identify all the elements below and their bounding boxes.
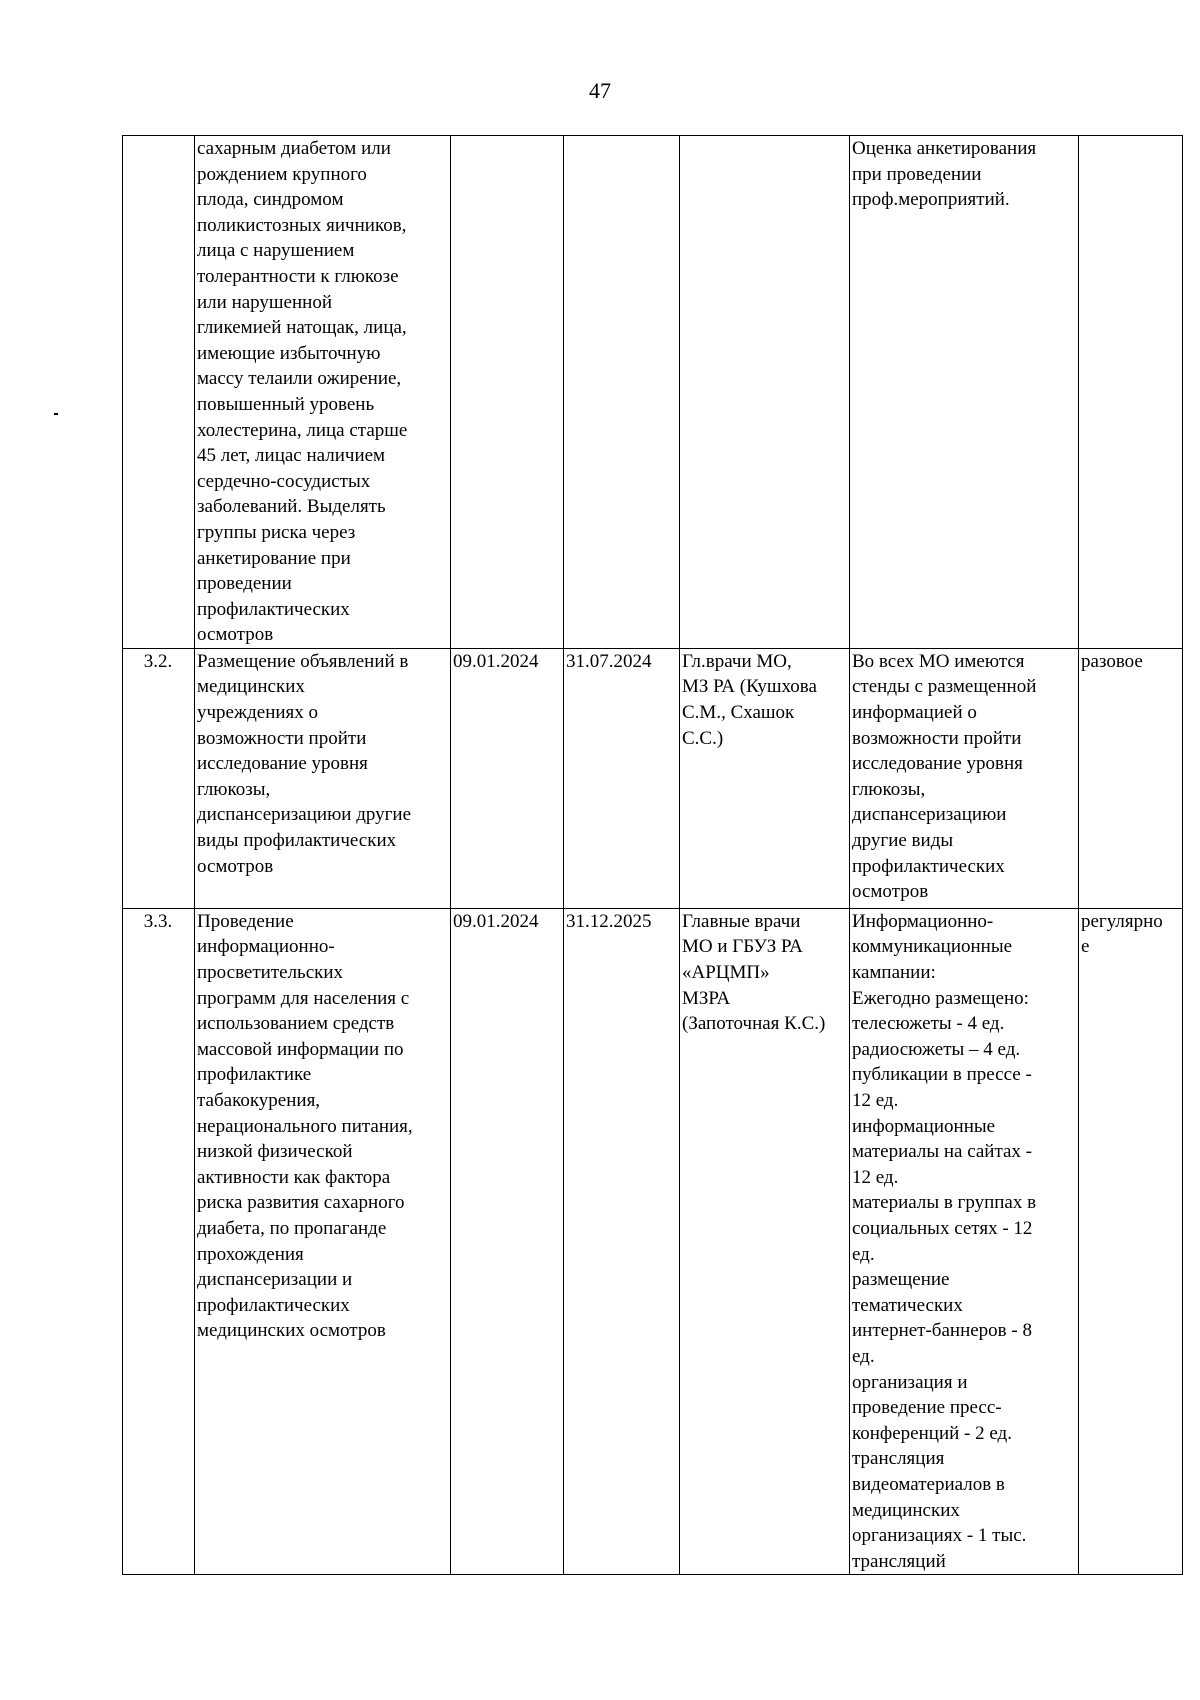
table-row xyxy=(123,136,1183,649)
cell-text-line: е xyxy=(1081,936,1090,958)
cell-end-date: 31.12.2025 xyxy=(564,908,680,1574)
cell-start-date: 09.01.2024 xyxy=(451,648,564,908)
cell-text-line: другие виды xyxy=(852,830,954,852)
cell-text-line: профилактических xyxy=(197,1294,350,1316)
cell-text-line: сердечно-сосудистых xyxy=(197,470,371,492)
cell-text-line: нерационального питания, xyxy=(197,1115,413,1137)
cell-text-line: профилактических xyxy=(197,598,350,620)
cell-text-line: холестерина, лица старше xyxy=(197,419,408,441)
cell-text-line: организация и xyxy=(852,1371,968,1393)
cell-text-line: группы риска через xyxy=(197,521,356,543)
cell-start-date xyxy=(451,136,564,649)
cell-text-line: интернет-баннеров - 8 xyxy=(852,1320,1032,1342)
cell-text-line: С.М., Схашок xyxy=(682,702,795,724)
cell-end-date xyxy=(564,136,680,649)
cell-text-line: МЗРА xyxy=(682,987,731,1009)
cell-text-line: программ для населения с xyxy=(197,987,410,1009)
cell-text-line: или нарушенной xyxy=(197,291,332,313)
cell-text-line: лица с нарушением xyxy=(197,240,355,262)
cell-text-line: 12 ед. xyxy=(852,1166,899,1188)
cell-text-line: проведение пресс- xyxy=(852,1397,1002,1419)
cell-text-line: кампании: xyxy=(852,962,936,984)
cell-responsible xyxy=(680,908,850,1574)
cell-text-line: риска развития сахарного xyxy=(197,1192,405,1214)
cell-text-line: 45 лет, лицас наличием xyxy=(197,445,386,467)
cell-text-line: стенды с размещенной xyxy=(852,676,1037,698)
cell-text-line: осмотров xyxy=(197,855,274,877)
cell-text-line: глюкозы, xyxy=(852,778,926,800)
cell-text-line: материалы на сайтах - xyxy=(852,1141,1032,1163)
cell-text-line: рождением крупного xyxy=(197,163,367,185)
cell-text-line: виды профилактических xyxy=(197,830,397,852)
cell-text-line: исследование уровня xyxy=(852,753,1023,775)
table-row xyxy=(123,908,1183,1574)
cell-text-line: Оценка анкетирования xyxy=(852,138,1037,159)
cell-responsible xyxy=(680,136,850,649)
cell-type xyxy=(1079,136,1183,649)
cell-text-line: тематических xyxy=(852,1294,963,1316)
cell-text-line: медицинских осмотров xyxy=(197,1320,386,1342)
page-number: 47 xyxy=(589,78,611,103)
cell-text-line: использованием средств xyxy=(197,1013,395,1035)
cell-text-line: возможности пройти xyxy=(197,727,367,749)
cell-text-line: ед. xyxy=(852,1243,875,1265)
cell-text-line: диабета, по пропаганде xyxy=(197,1218,387,1239)
cell-text-line: регулярно xyxy=(1081,910,1163,932)
stray-mark xyxy=(54,413,58,415)
cell-text-line: видеоматериалов в xyxy=(852,1473,1005,1495)
cell-text-line: плода, синдромом xyxy=(197,189,344,211)
cell-text-line: осмотров xyxy=(197,624,274,646)
cell-start-date: 09.01.2024 xyxy=(451,908,564,1574)
cell-text-line: Ежегодно размещено: xyxy=(852,987,1029,1009)
cell-text-line: проведении xyxy=(197,573,292,595)
cell-result xyxy=(850,136,1079,649)
cell-text-line: повышенный уровень xyxy=(197,393,375,415)
cell-text-line: информационно- xyxy=(197,936,335,958)
cell-text-line: коммуникационные xyxy=(852,936,1013,958)
cell-text-line: (Запоточная К.С.) xyxy=(682,1013,826,1035)
cell-text-line: трансляция xyxy=(852,1448,945,1470)
cell-text-line: МО и ГБУЗ РА xyxy=(682,936,803,958)
cell-text-line: гликемией натощак, лица, xyxy=(197,317,407,339)
cell-text-line: табакокурения, xyxy=(197,1090,321,1112)
cell-number: 3.2. xyxy=(123,648,195,908)
cell-text-line: информационные xyxy=(852,1115,996,1137)
cell-text-line: проф.мероприятий. xyxy=(852,189,1010,211)
cell-text-line: поликистозных яичников, xyxy=(197,214,407,236)
cell-number xyxy=(123,136,195,649)
cell-text-line: С.С.) xyxy=(682,727,724,749)
cell-text-line: Главные врачи xyxy=(682,910,801,932)
cell-text-line: массу телаили ожирение, xyxy=(197,368,402,390)
cell-text-line: исследование уровня xyxy=(197,753,368,775)
cell-text-line: возможности пройти xyxy=(852,727,1022,749)
cell-text-line: «АРЦМП» xyxy=(682,962,770,984)
cell-text-line: просветительских xyxy=(197,962,344,984)
cell-text-line: анкетирование при xyxy=(197,547,351,569)
cell-text-line: активности как фактора xyxy=(197,1166,391,1188)
cell-text-line: медицинских xyxy=(197,676,305,698)
cell-text-line: диспансеризациюи другие xyxy=(197,804,412,826)
cell-text-line: массовой информации по xyxy=(197,1038,404,1060)
cell-text-line: Размещение объявлений в xyxy=(197,650,409,672)
cell-text-line: толерантности к глюкозе xyxy=(197,265,399,287)
cell-text-line: МЗ РА (Кушхова xyxy=(682,676,817,698)
cell-type: разовое xyxy=(1079,648,1183,908)
cell-text-line: размещение xyxy=(852,1269,950,1291)
cell-text-line: диспансеризациюи xyxy=(852,804,1007,826)
cell-text-line: учреждениях о xyxy=(197,702,319,724)
cell-event xyxy=(195,136,451,649)
cell-text-line: профилактических xyxy=(852,855,1005,877)
cell-result xyxy=(850,908,1079,1574)
cell-responsible xyxy=(680,648,850,908)
cell-text-line: осмотров xyxy=(852,881,929,903)
cell-text-line: Гл.врачи МО, xyxy=(682,650,792,672)
cell-text-line: Во всех МО имеются xyxy=(852,650,1025,672)
cell-text-line: социальных сетях - 12 xyxy=(852,1218,1033,1239)
cell-text-line: информацией о xyxy=(852,702,977,724)
cell-number: 3.3. xyxy=(123,908,195,1574)
cell-text-line: ед. xyxy=(852,1345,875,1367)
cell-end-date: 31.07.2024 xyxy=(564,648,680,908)
cell-text-line: сахарным диабетом или xyxy=(197,138,391,159)
cell-text-line: 12 ед. xyxy=(852,1090,899,1112)
plan-table xyxy=(122,135,1183,1575)
cell-text-line: при проведении xyxy=(852,163,982,185)
cell-text-line: организациях - 1 тыс. xyxy=(852,1525,1027,1547)
cell-type xyxy=(1079,908,1183,1574)
cell-text-line: материалы в группах в xyxy=(852,1192,1037,1214)
cell-text-line: конференций - 2 ед. xyxy=(852,1422,1012,1444)
cell-text-line: радиосюжеты – 4 ед. xyxy=(852,1038,1021,1060)
cell-text-line: профилактике xyxy=(197,1064,312,1086)
cell-text-line: глюкозы, xyxy=(197,778,271,800)
cell-result xyxy=(850,648,1079,908)
table-row xyxy=(123,648,1183,908)
cell-text-line: заболеваний. Выделять xyxy=(197,496,386,518)
cell-text-line: низкой физической xyxy=(197,1141,353,1163)
cell-text-line: трансляций xyxy=(852,1550,946,1572)
cell-text-line: медицинских xyxy=(852,1499,960,1521)
cell-text-line: Информационно- xyxy=(852,910,994,932)
cell-text-line: прохождения xyxy=(197,1243,304,1265)
cell-text-line: имеющие избыточную xyxy=(197,342,381,364)
cell-text-line: телесюжеты - 4 ед. xyxy=(852,1013,1005,1035)
cell-text-line: Проведение xyxy=(197,910,294,932)
cell-event xyxy=(195,648,451,908)
cell-text-line: диспансеризации и xyxy=(197,1269,353,1291)
cell-event xyxy=(195,908,451,1574)
cell-text-line: публикации в прессе - xyxy=(852,1064,1032,1086)
